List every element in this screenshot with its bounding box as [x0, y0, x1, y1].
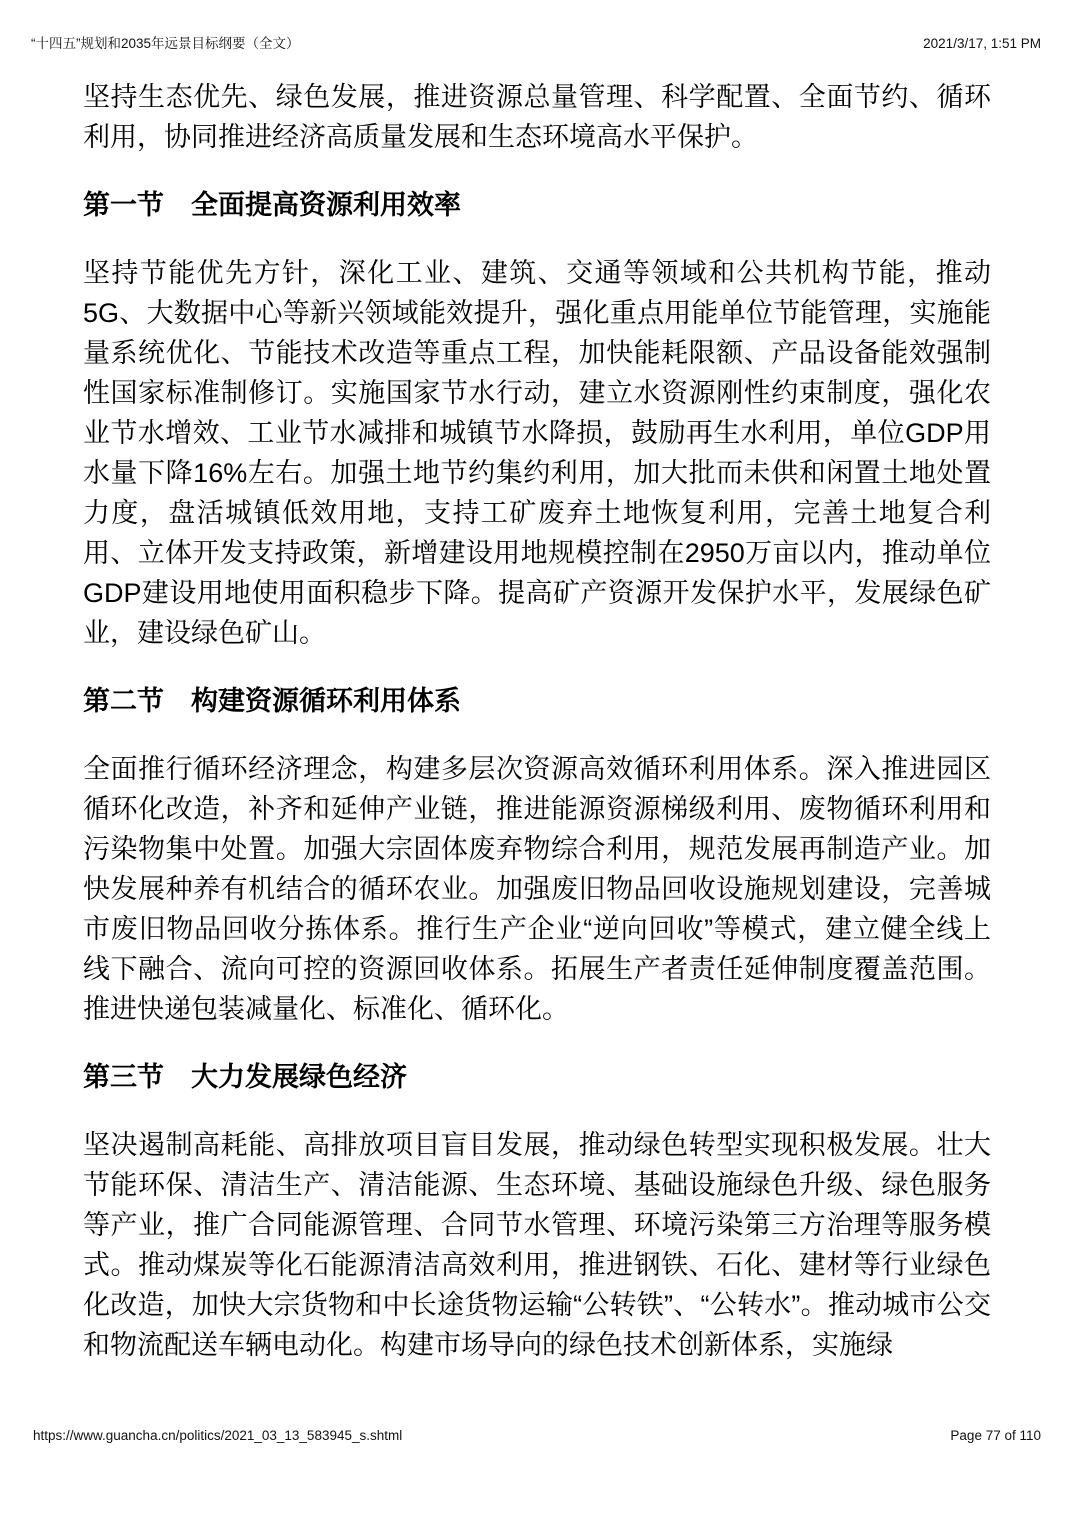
print-timestamp: 2021/3/17, 1:51 PM	[923, 36, 1041, 51]
body-paragraph-4: 坚决遏制高耗能、高排放项目盲目发展，推动绿色转型实现积极发展。壮大节能环保、清洁生产、清洁能源、生态环境、基础设施绿色升级、绿色服务等产业，推广合同能源管理、合同节水管理、环境污染第三方治理等服务模式。推动煤炭等化石能源清洁高效利用，推进钢铁、石化、建材等行业绿色化改造，加快大宗货物和中长途货物运输“公转铁”、“公转水”。推动城市公交和物流配送车辆电动化。构建市场导向的绿色技术创新体系，实施绿	[83, 1130, 991, 1360]
section-heading-3: 第三节 大力发展绿色经济	[83, 1062, 407, 1092]
source-url: https://www.guancha.cn/politics/2021_03_13_583945_s.shtml	[33, 1428, 403, 1443]
document-title: “十四五”规划和2035年远景目标纲要（全文）	[31, 36, 300, 51]
body-paragraph-2: 坚持节能优先方针，深化工业、建筑、交通等领域和公共机构节能，推动5G、大数据中心等新兴领域能效提升，强化重点用能单位节能管理，实施能量系统优化、节能技术改造等重点工程，加快能耗限额、产品设备能效强制性国家标准制修订。实施国家节水行动，建立水资源刚性约束制度，强化农业节水增效、工业节水减排和城镇节水降损，鼓励再生水利用，单位GDP用水量下降16%左右。加强土地节约集约利用，加大批而未供和闲置土地处置力度，盘活城镇低效用地，支持工矿废弃土地恢复利用，完善土地复合利用、立体开发支持政策，新增建设用地规模控制在2950万亩以内，推动单位GDP建设用地使用面积稳步下降。提高矿产资源开发保护水平，发展绿色矿业，建设绿色矿山。	[83, 258, 991, 648]
print-header	[31, 32, 1041, 52]
body-paragraph-1: 坚持生态优先、绿色发展，推进资源总量管理、科学配置、全面节约、循环利用，协同推进经济高质量发展和生态环境高水平保护。	[83, 82, 991, 152]
section-heading-1: 第一节 全面提高资源利用效率	[83, 190, 461, 220]
page-number: Page 77 of 110	[950, 1428, 1041, 1443]
document-body	[83, 77, 991, 1393]
section-heading-2: 第二节 构建资源循环利用体系	[83, 686, 461, 716]
body-paragraph-3: 全面推行循环经济理念，构建多层次资源高效循环利用体系。深入推进园区循环化改造，补齐和延伸产业链，推进能源资源梯级利用、废物循环利用和污染物集中处置。加强大宗固体废弃物综合利用，规范发展再制造产业。加快发展种养有机结合的循环农业。加强废旧物品回收设施规划建设，完善城市废旧物品回收分拣体系。推行生产企业“逆向回收”等模式，建立健全线上线下融合、流向可控的资源回收体系。拓展生产者责任延伸制度覆盖范围。推进快递包装减量化、标准化、循环化。	[83, 754, 991, 1024]
print-footer	[33, 1428, 1041, 1443]
